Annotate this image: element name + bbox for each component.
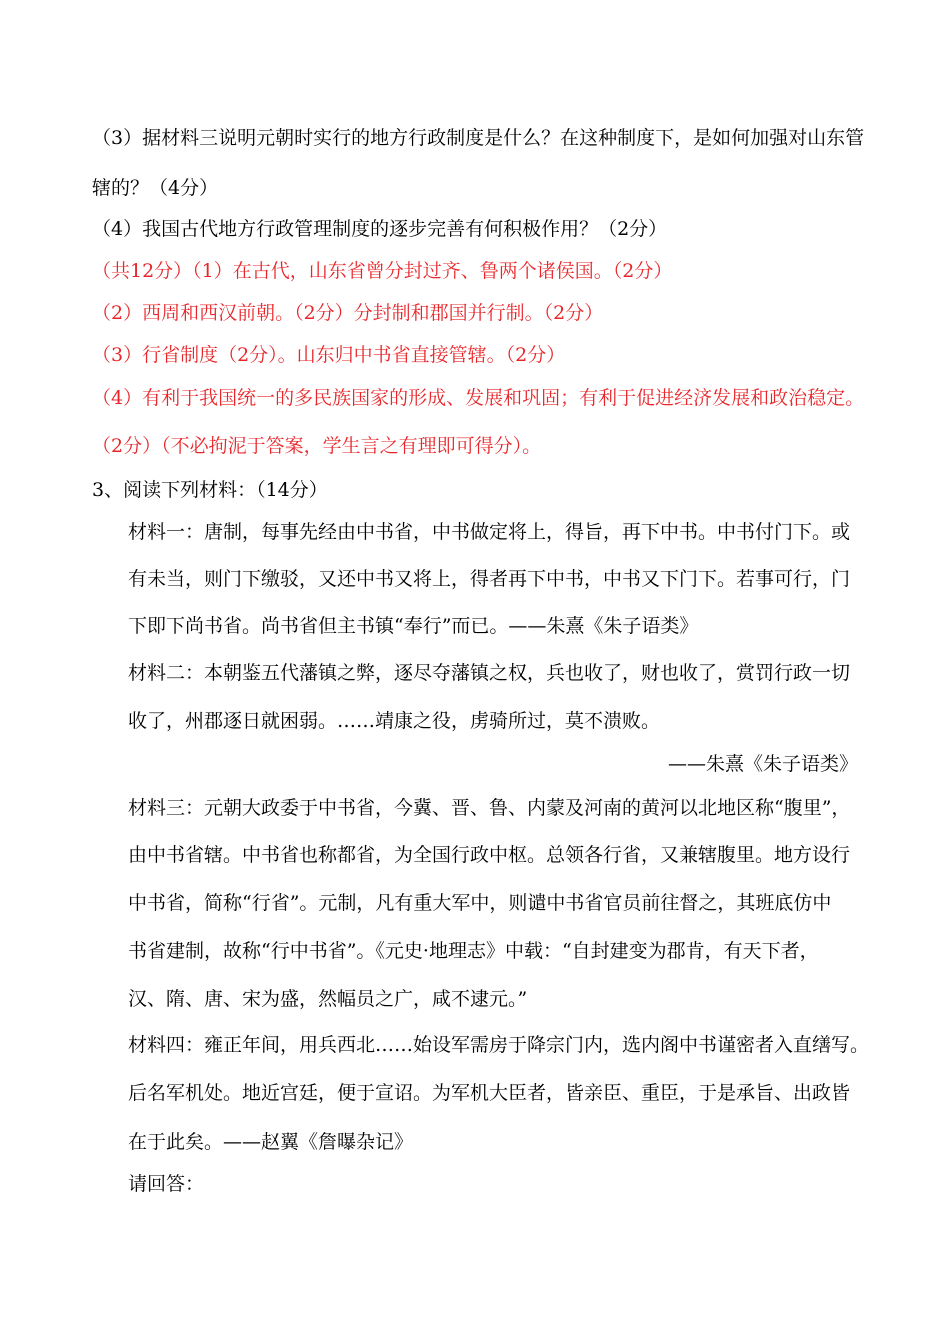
material-4-line-3: 在于此矣。——赵翼《詹曝杂记》 <box>128 1131 414 1153</box>
answer-4-line-2: （2分）（不必拘泥于答案，学生言之有理即可得分）。 <box>92 435 542 457</box>
question-3-line-1: （3）据材料三说明元朝时实行的地方行政制度是什么？在这种制度下，是如何加强对山东管 <box>92 127 865 149</box>
material-3-line-2: 由中书省辖。中书省也称都省，为全国行政中枢。总领各行省，又兼辖腹里。地方设行 <box>128 844 851 866</box>
answer-3: （3）行省制度（2分）。山东归中书省直接管辖。（2分） <box>92 344 566 366</box>
material-3-line-1: 材料三：元朝大政委于中书省，今冀、晋、鲁、内蒙及河南的黄河以北地区称“腹里”， <box>128 797 851 819</box>
material-1-line-2: 有未当，则门下缴驳，又还中书又将上，得者再下中书，中书又下门下。若事可行，门 <box>128 568 851 590</box>
material-3-line-5: 汉、隋、唐、宋为盛，然幅员之广，咸不逮元。” <box>128 988 528 1010</box>
material-2-source: ——朱熹《朱子语类》 <box>667 753 858 775</box>
material-2-line-1: 材料二：本朝鉴五代藩镇之弊，逐尽夺藩镇之权，兵也收了，财也收了，赏罚行政一切 <box>128 662 851 684</box>
material-4-line-2: 后名军机处。地近宫廷，便于宣诏。为军机大臣者，皆亲臣、重臣，于是承旨、出政皆 <box>128 1082 851 1104</box>
question-3-line-2: 辖的？（4分） <box>92 177 219 199</box>
material-1-line-3: 下即下尚书省。尚书省但主书镇“奉行”而已。——朱熹《朱子语类》 <box>128 615 699 637</box>
material-3-line-4: 书省建制，故称“行中书省”。《元史·地理志》中载：“自封建变为郡肯，有天下者， <box>128 940 819 962</box>
material-3-line-3: 中书省，简称“行省”。元制，凡有重大军中，则谴中书省官员前往督之，其班底仿中 <box>128 892 832 914</box>
answer-1: （共12分）（1）在古代，山东省曾分封过齐、鲁两个诸侯国。（2分） <box>92 260 673 282</box>
section-3-heading: 3、阅读下列材料：（14分） <box>92 479 328 501</box>
answer-4-line-1: （4）有利于我国统一的多民族国家的形成、发展和巩固；有利于促进经济发展和政治稳定。 <box>92 387 865 409</box>
answer-2: （2）西周和西汉前朝。（2分）分封制和郡国并行制。（2分） <box>92 302 604 324</box>
material-4-line-1: 材料四：雍正年间，用兵西北……始设军需房于降宗门内，选内阁中书谨密者入直缮写。 <box>128 1034 870 1056</box>
question-4: （4）我国古代地方行政管理制度的逐步完善有何积极作用？（2分） <box>92 218 668 240</box>
material-2-line-2: 收了，州郡逐日就困弱。……靖康之役，虏骑所过，莫不溃败。 <box>128 710 661 732</box>
answer-prompt: 请回答： <box>128 1173 205 1195</box>
material-1-line-1: 材料一：唐制，每事先经由中书省，中书做定将上，得旨，再下中书。中书付门下。或 <box>128 521 851 543</box>
